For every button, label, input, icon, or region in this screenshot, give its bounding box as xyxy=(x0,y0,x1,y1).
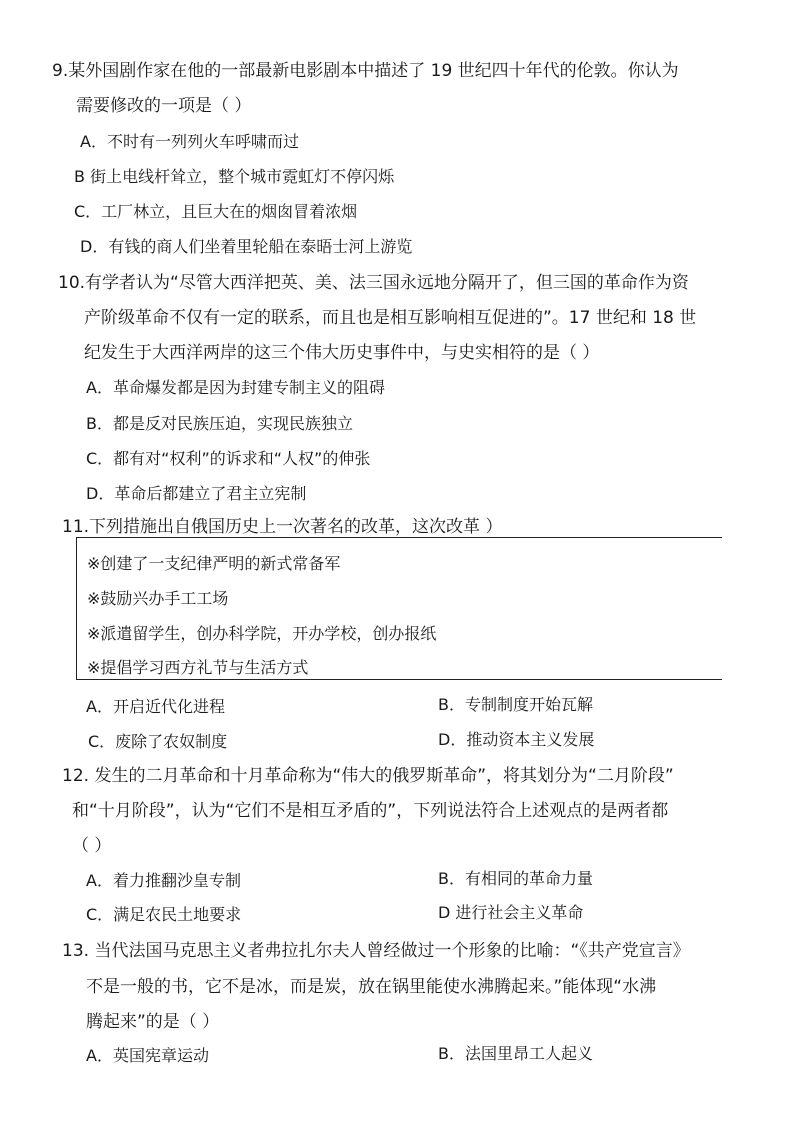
q9-option-a: A．不时有一列列火车呼啸而过 xyxy=(80,132,299,151)
q10-option-a: A．革命爆发都是因为封建专制主义的阻碍 xyxy=(86,378,385,397)
q12-option-b: B．有相同的革命力量 xyxy=(438,869,593,888)
q9-stem-line2: 需要修改的一项是（ ） xyxy=(76,96,252,116)
q10-option-c: C．都有对“权利”的诉求和“人权”的伸张 xyxy=(86,449,371,468)
q11-box-item-4: ※提倡学习西方礼节与生活方式 xyxy=(87,658,309,677)
q13-stem-line2: 不是一般的书，它不是冰，而是炭，放在锅里能使水沸腾起来。”能体现“水沸 xyxy=(86,977,657,997)
q9-option-c: C．工厂林立，且巨大在的烟囱冒着浓烟 xyxy=(74,202,358,221)
q9-option-b: B 街上电线杆耸立，整个城市霓虹灯不停闪烁 xyxy=(74,167,395,186)
q11-stem: 11.下列措施出自俄国历史上一次著名的改革，这次改革 ） xyxy=(62,517,503,537)
q12-stem-line2: 和“十月阶段”，认为“它们不是相互矛盾的”，下列说法符合上述观点的是两者都 xyxy=(72,801,669,821)
q12-stem-line3: （ ） xyxy=(72,836,112,856)
q11-box-item-1: ※创建了一支纪律严明的新式常备军 xyxy=(87,554,341,573)
q11-option-d: D．推动资本主义发展 xyxy=(438,730,595,749)
q10-option-b: B．都是反对民族压迫，实现民族独立 xyxy=(86,414,353,433)
q13-stem-line3: 腾起来”的是（ ） xyxy=(86,1012,220,1032)
q9-option-d: D．有钱的商人们坐着里轮船在泰晤士河上游览 xyxy=(80,237,413,256)
q11-box-item-3: ※派遣留学生，创办科学院，开办学校，创办报纸 xyxy=(87,624,437,643)
q11-box-item-2: ※鼓励兴办手工工场 xyxy=(87,589,229,608)
q11-option-c: C．废除了农奴制度 xyxy=(88,732,228,751)
q10-option-d: D．革命后都建立了君主立宪制 xyxy=(86,484,307,503)
q9-stem-line1: 9.某外国剧作家在他的一部最新电影剧本中描述了 19 世纪四十年代的伦敦。你认为 xyxy=(52,61,679,81)
q11-option-a: A．开启近代化进程 xyxy=(86,697,225,716)
q12-stem-line1: 12. 发生的二月革命和十月革命称为“伟大的俄罗斯革命”，将其划分为“二月阶段” xyxy=(62,766,674,786)
q11-option-b: B．专制制度开始瓦解 xyxy=(438,695,593,714)
q13-option-b: B．法国里昂工人起义 xyxy=(438,1044,593,1063)
q10-stem-line2: 产阶级革命不仅有一定的联系，而且也是相互影响相互促进的”。17 世纪和 18 世 xyxy=(84,308,697,328)
q13-stem-line1: 13. 当代法国马克思主义者弗拉扎尔夫人曾经做过一个形象的比喻：“《共产党宣言》 xyxy=(62,941,690,961)
q12-option-a: A．着力推翻沙皇专制 xyxy=(86,871,241,890)
q10-stem-line1: 10.有学者认为“尽管大西洋把英、美、法三国永远地分隔开了，但三国的革命作为资 xyxy=(58,273,689,293)
q11-measures-box xyxy=(76,537,722,680)
q10-stem-line3: 纪发生于大西洋两岸的这三个伟大历史事件中，与史实相符的是（ ） xyxy=(84,343,600,363)
q12-option-d: D 进行社会主义革命 xyxy=(438,903,584,922)
q13-option-a: A．英国宪章运动 xyxy=(86,1046,209,1065)
q12-option-c: C．满足农民土地要求 xyxy=(86,905,242,924)
